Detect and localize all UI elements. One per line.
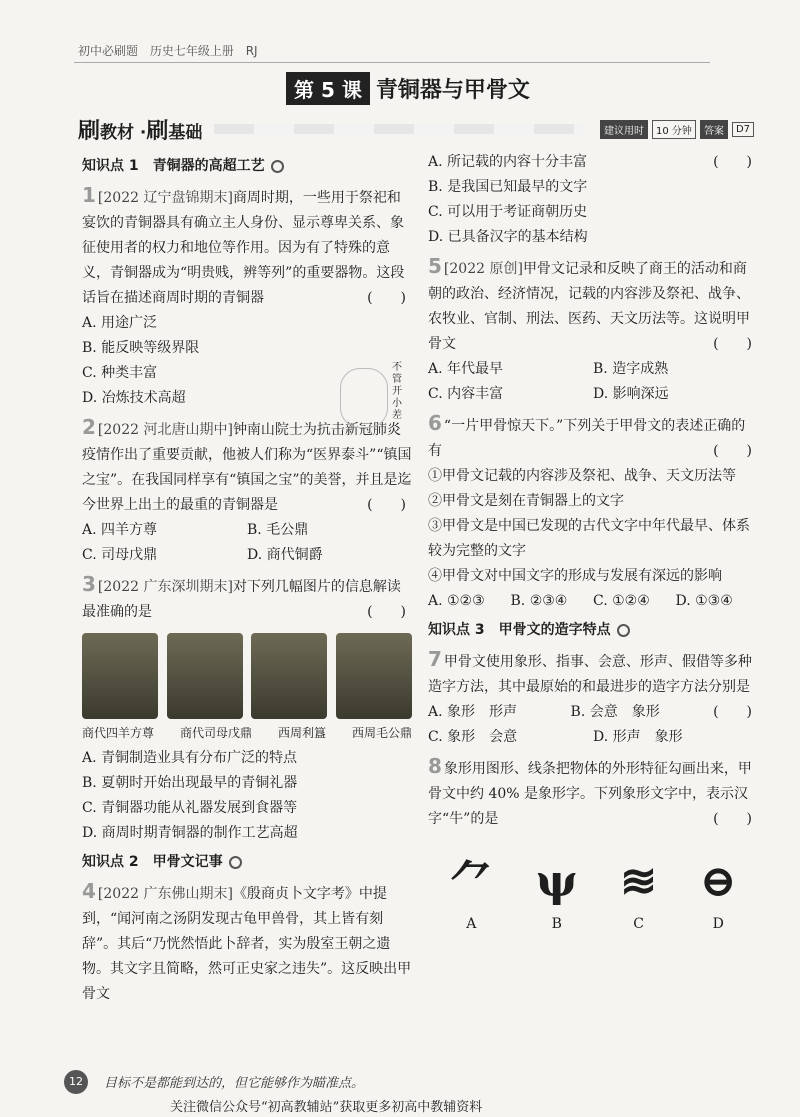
option-b: B. 夏朝时开始出现最早的青铜礼器 bbox=[82, 775, 298, 791]
question-source: [2022 原创] bbox=[443, 261, 523, 277]
option-c: C. 可以用于考证商朝历史 bbox=[428, 204, 588, 220]
question-4-continued bbox=[428, 150, 758, 250]
picture-caption: 商代司母戊鼎 bbox=[179, 726, 252, 740]
glyph-label: B bbox=[551, 916, 562, 932]
question-number: 3 bbox=[82, 572, 96, 596]
bronze-pictures bbox=[82, 633, 412, 719]
option-a: A. 年代最早 bbox=[428, 361, 504, 377]
option-d: D. 形声 象形 bbox=[593, 729, 683, 745]
answer-paren: ( ) bbox=[713, 811, 752, 827]
question-3 bbox=[82, 572, 412, 846]
lesson-title bbox=[286, 72, 530, 105]
lesson-name: 青铜器与甲骨文 bbox=[375, 78, 530, 103]
option-a: A. ①②③ bbox=[428, 593, 485, 609]
question-8 bbox=[428, 754, 758, 937]
time-label: 建议用时 bbox=[600, 120, 648, 139]
question-number: 6 bbox=[428, 411, 442, 435]
left-column bbox=[82, 150, 412, 1011]
bronze-image bbox=[336, 633, 412, 719]
statement-2: ②甲骨文是刻在青铜器上的文字 bbox=[428, 493, 624, 509]
answer-paren: ( ) bbox=[713, 154, 752, 170]
knowledge-point-1: 知识点 1 青铜器的高超工艺 bbox=[82, 154, 412, 179]
book-name: 历史七年级上册 bbox=[149, 44, 234, 58]
picture-caption: 西周利簋 bbox=[277, 726, 326, 740]
footer-note: 关注微信公众号“初高教辅站”获取更多初高中教辅资料 bbox=[170, 1100, 483, 1115]
question-stem: 甲骨文记录和反映了商王的活动和商朝的政治、经济情况，记载的内容涉及祭祀、战争、农牧业、官制、刑法、医药、天文历法等。这说明甲骨文 bbox=[428, 261, 750, 352]
option-a: A. 所记载的内容十分丰富 bbox=[428, 154, 588, 170]
right-column bbox=[428, 150, 758, 941]
question-source: [2022 广东深圳期末] bbox=[97, 579, 233, 595]
question-2 bbox=[82, 415, 412, 568]
question-number: 8 bbox=[428, 754, 442, 778]
running-header bbox=[78, 42, 266, 59]
question-7 bbox=[428, 647, 758, 750]
question-stem: 象形用图形、线条把物体的外形特征勾画出来，甲骨文中约 40% 是象形字。下列象形文字中，表示汉字“牛”的是 bbox=[428, 761, 752, 827]
statement-4: ④甲骨文对中国文字的形成与发展有深远的影响 bbox=[428, 568, 722, 584]
oracle-glyph-icon: ⺈ bbox=[449, 856, 494, 907]
pen-icon bbox=[271, 160, 284, 173]
question-number: 2 bbox=[82, 415, 96, 439]
option-b: B. 毛公鼎 bbox=[247, 522, 309, 538]
option-d: D. 冶炼技术高超 bbox=[82, 390, 186, 406]
bronze-image bbox=[82, 633, 158, 719]
footer-motto: 目标不是都能到达的，但它能够作为瞄准点。 bbox=[104, 1076, 365, 1091]
oracle-glyph-icon: ⊖ bbox=[699, 856, 737, 907]
section-band bbox=[214, 124, 584, 134]
option-b: B. 是我国已知最早的文字 bbox=[428, 179, 588, 195]
question-stem: 甲骨文使用象形、指事、会意、形声、假借等多种造字方法，其中最原始的和最进步的造字方法分别是 bbox=[428, 654, 752, 695]
pen-icon bbox=[229, 856, 242, 869]
question-source: [2022 河北唐山期中] bbox=[97, 422, 233, 438]
option-c: C. 种类丰富 bbox=[82, 365, 158, 381]
option-a: A. 象形 形声 bbox=[428, 704, 518, 720]
question-4 bbox=[82, 879, 412, 1007]
picture-caption: 商代四羊方尊 bbox=[82, 726, 155, 740]
option-b: B. ②③④ bbox=[510, 593, 568, 609]
edition: RJ bbox=[245, 44, 258, 58]
cartoon-text: 不管开小差 bbox=[392, 362, 402, 421]
question-5 bbox=[428, 254, 758, 407]
answer-paren: ( ) bbox=[713, 336, 752, 352]
question-stem: 《殷商贞卜文字考》中提到，“闻河南之汤阴发现古龟甲兽骨，其上皆有刻辞”。其后“乃恍然悟此卜辞者，实为殷室王朝之遗物。其文字且简略，然可正史家之违失”。这反映出甲骨文 bbox=[82, 886, 412, 1002]
option-a: A. 青铜制造业具有分布广泛的特点 bbox=[82, 750, 298, 766]
cartoon-bird-icon bbox=[340, 368, 388, 428]
answer-paren: ( ) bbox=[713, 443, 752, 459]
option-c: C. 象形 会意 bbox=[428, 729, 518, 745]
lesson-number-badge: 第 5 课 bbox=[286, 72, 370, 105]
glyph-label: D bbox=[712, 916, 724, 932]
option-d: D. 商代铜爵 bbox=[247, 547, 323, 563]
answer-paren: ( ) bbox=[367, 604, 406, 620]
option-c: C. ①②④ bbox=[593, 593, 650, 609]
header-divider bbox=[74, 62, 710, 63]
option-a: A. 四羊方尊 bbox=[82, 522, 158, 538]
pen-icon bbox=[617, 624, 630, 637]
option-d: D. ①③④ bbox=[675, 593, 733, 609]
answer-label: 答案 bbox=[700, 120, 728, 139]
bronze-image bbox=[251, 633, 327, 719]
option-d: D. 商周时期青铜器的制作工艺高超 bbox=[82, 825, 298, 841]
bronze-image bbox=[167, 633, 243, 719]
question-source: [2022 辽宁盘锦期末] bbox=[97, 190, 233, 206]
knowledge-point-2: 知识点 2 甲骨文记事 bbox=[82, 850, 412, 875]
glyph-label: C bbox=[633, 916, 644, 932]
page-number: 12 bbox=[64, 1070, 88, 1094]
statement-3: ③甲骨文是中国已发现的古代文字中年代最早、体系较为完整的文字 bbox=[428, 518, 750, 559]
glyph-label: A bbox=[466, 916, 477, 932]
option-c: C. 司母戊鼎 bbox=[82, 547, 158, 563]
answer-page: D7 bbox=[732, 122, 754, 137]
question-number: 1 bbox=[82, 183, 96, 207]
question-stem: 商周时期，一些用于祭祀和宴饮的青铜器具有确立主人身份、显示尊卑关系、象征使用者的权力和地位等作用。因为有了特殊的意义，青铜器成为“明贵贱，辨等列”的重要器物。这段话旨在描述商周时期的青铜器 bbox=[82, 190, 405, 306]
question-stem: “一片甲骨惊天下。”下列关于甲骨文的表述正确的有 bbox=[428, 418, 746, 459]
option-a: A. 用途广泛 bbox=[82, 315, 158, 331]
question-stem: 钟南山院士为抗击新冠肺炎疫情作出了重要贡献，他被人们称为“医界泰斗”“镇国之宝”。在我国同样享有“镇国之宝”的美誉，并且是迄今世界上出土的最重的青铜器是 bbox=[82, 422, 412, 513]
option-c: C. 青铜器功能从礼器发展到食器等 bbox=[82, 800, 298, 816]
question-source: [2022 广东佛山期末] bbox=[97, 886, 233, 902]
series-name: 初中必刷题 bbox=[78, 44, 139, 58]
option-b: B. 会意 象形 bbox=[570, 704, 660, 720]
question-6 bbox=[428, 411, 758, 614]
oracle-glyph-icon: ψ bbox=[536, 856, 578, 907]
question-number: 4 bbox=[82, 879, 96, 903]
option-d: D. 影响深远 bbox=[593, 386, 669, 402]
statement-1: ①甲骨文记载的内容涉及祭祀、战争、天文历法等 bbox=[428, 468, 736, 484]
answer-paren: ( ) bbox=[367, 497, 406, 513]
picture-caption: 西周毛公鼎 bbox=[351, 726, 412, 740]
question-stem: 对下列几幅图片的信息解读最准确的是 bbox=[82, 579, 401, 620]
section-bar bbox=[78, 118, 754, 144]
answer-paren: ( ) bbox=[713, 704, 752, 720]
option-b: B. 能反映等级界限 bbox=[82, 340, 200, 356]
question-number: 7 bbox=[428, 647, 442, 671]
oracle-glyph-icon: ≋ bbox=[620, 856, 658, 907]
option-d: D. 已具备汉字的基本结构 bbox=[428, 229, 588, 245]
question-number: 5 bbox=[428, 254, 442, 278]
answer-paren: ( ) bbox=[367, 290, 406, 306]
knowledge-point-3: 知识点 3 甲骨文的造字特点 bbox=[428, 618, 758, 643]
option-b: B. 造字成熟 bbox=[593, 361, 669, 377]
oracle-glyphs bbox=[428, 852, 758, 937]
option-c: C. 内容丰富 bbox=[428, 386, 504, 402]
time-value: 10 分钟 bbox=[652, 120, 696, 139]
section-title: 刷教材 ·刷基础 bbox=[78, 118, 203, 144]
